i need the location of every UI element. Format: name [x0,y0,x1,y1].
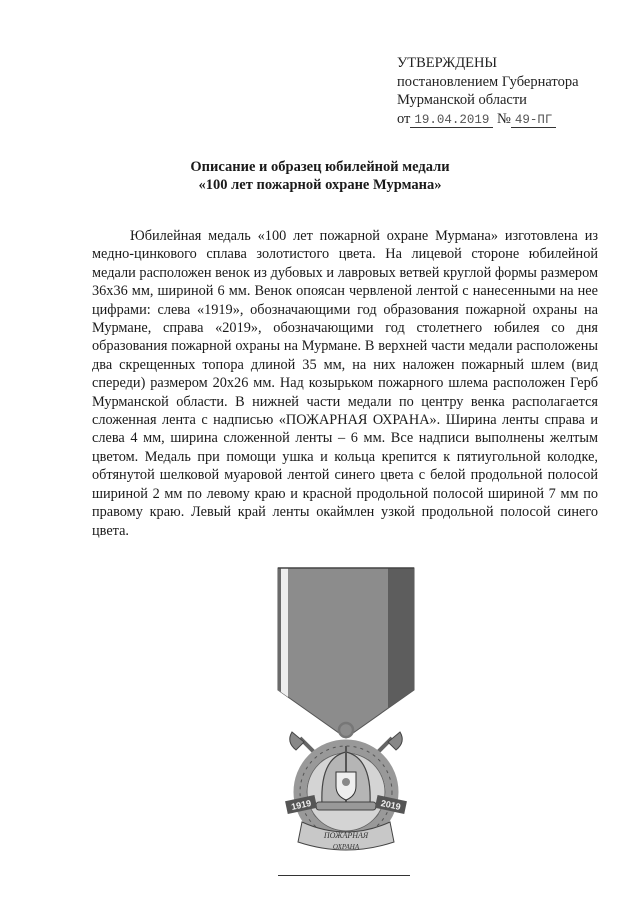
title-line-1: Описание и образец юбилейной медали [190,159,450,175]
approval-date: 19.04.2019 [410,113,493,128]
approval-number: 49-ПГ [511,113,557,128]
title-line-2: «100 лет пожарной охране Мурмана» [198,177,442,193]
year-right-label: 2019 [379,798,402,812]
medal-image [262,560,430,855]
ribbon-red-stripe [388,568,414,708]
ribbon-left-edge-stripe [278,568,281,692]
scroll-text-line-2: ОХРАНА [332,843,360,851]
date-prefix: от [397,110,411,127]
approval-line-region: Мурманской области [397,92,527,108]
approval-line-decree: постановлением Губернатора [397,73,579,90]
approval-date-line [397,110,579,130]
approval-block [397,54,579,129]
bottom-rule [278,875,410,876]
scroll-text-line-1: ПОЖАРНАЯ [323,831,369,840]
medal-description: Юбилейная медаль «100 лет пожарной охране Мурмана» изготовлена из медно-цинкового сплава золотистого цвета. На лицевой стороне юбилейной медали расположен венок из дубовых и лавровых ветвей круглой формы размером 36x36 мм, шириной 6 мм. Венок опоясан червленой лентой с нанесенными на нее цифрами: слева «1919», обозначающими год образования пожарной охраны на Мурмане, справа «2019», обозначающими год столетнего юбилея со дня образования пожарной охраны на Мурмане. В верхней части медали расположены два скрещенных топора длиной 35 мм, на них наложен пожарный шлем (вид спереди) размером 20x26 мм. Над козырьком пожарного шлема расположен Герб Мурманской области. В нижней части медали по центру венка располагается сложенная лента с надписью «ПОЖАРНАЯ ОХРАНА». Ширина ленты справа и слева 4 мм, ширина сложенной ленты – 6 мм. Все надписи выполнены желтым цветом. Медаль при помощи ушка и кольца крепится к пятиугольной колодке, обтянутой шелковой муаровой лентой синего цвета с белой продольной полосой шириной 2 мм по левому краю и красной продольной полосой шириной 7 мм по правому краю. Левый край ленты окаймлен узкой продольной полосой синего цвета. [92,228,598,539]
year-left-label: 1919 [290,798,313,812]
number-sign: № [497,110,511,127]
approval-heading: УТВЕРЖДЕНЫ [397,55,498,71]
document-title [0,158,640,194]
